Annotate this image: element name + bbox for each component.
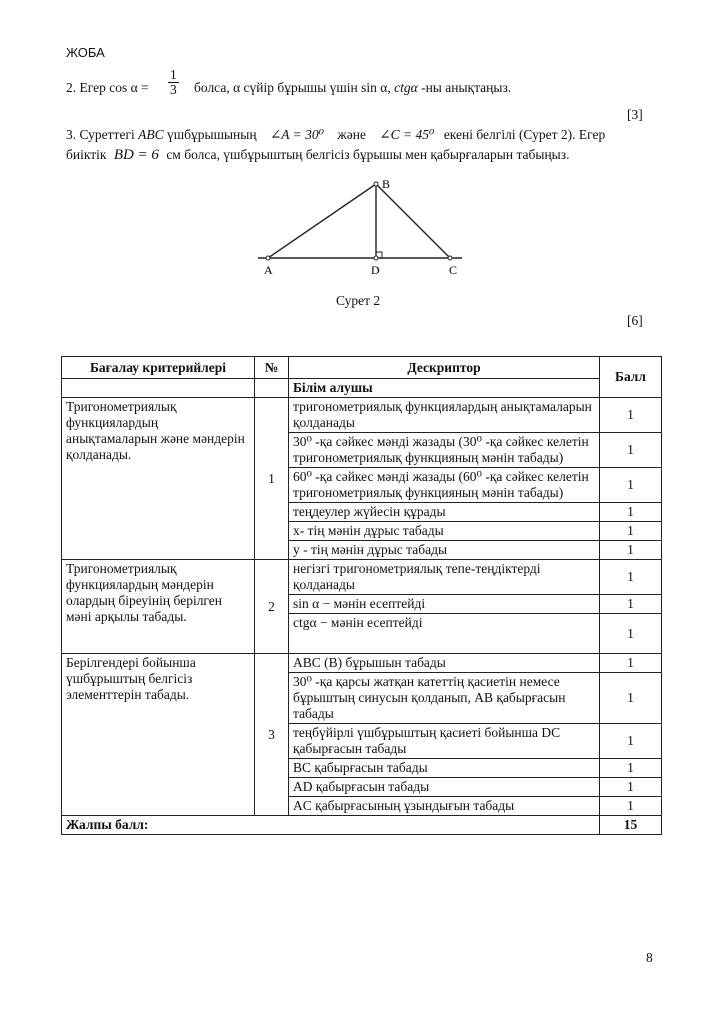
ctg-expression: ctgα <box>394 80 418 95</box>
descriptor-cell: AD қабырғасын табады <box>289 778 600 797</box>
subheader-empty <box>62 379 255 398</box>
total-row <box>62 816 662 835</box>
point-a <box>266 256 270 260</box>
fraction-one-third <box>168 68 179 97</box>
descriptor-cell: BC қабырғасын табады <box>289 759 600 778</box>
descriptor-cell: 30⁰ -қа сәйкес мәнді жазады (30⁰ -қа сәйкес келетін тригонометриялық функцияның мәнін табады) <box>289 433 600 468</box>
side-bc <box>376 184 450 258</box>
criteria-number-2: 2 <box>255 560 289 654</box>
criteria-number-3: 3 <box>255 654 289 816</box>
score-cell: 1 <box>600 560 662 595</box>
descriptor-cell: теңбүйірлі үшбұрыштың қасиеті бойынша DC қабырғасын табады <box>289 724 600 759</box>
problem-3-text: және <box>337 127 366 142</box>
table-row <box>62 654 662 673</box>
descriptor-cell: 60⁰ -қа сәйкес мәнді жазады (60⁰ -қа сәйкес келетін тригонометриялық функцияның мәнін табады) <box>289 468 600 503</box>
problem-3-line-2 <box>66 147 569 164</box>
fraction-denominator: 3 <box>170 82 177 97</box>
score-cell: 1 <box>600 503 662 522</box>
draft-label: ЖОБА <box>66 45 105 60</box>
side-ab <box>268 184 376 258</box>
table-row <box>62 560 662 595</box>
score-cell: 1 <box>600 541 662 560</box>
cos-expression: cos α = <box>109 80 149 95</box>
problem-2-text: болса, α сүйір бұрышы үшін <box>194 80 358 95</box>
problem-2-text-end: -ны анықтаңыз. <box>421 80 512 95</box>
header-score: Балл <box>600 357 662 398</box>
descriptor-cell: теңдеулер жүйесін құрады <box>289 503 600 522</box>
label-d: D <box>371 263 380 277</box>
header-criteria: Бағалау критерийлері <box>62 357 255 379</box>
triangle-figure <box>250 172 480 282</box>
score-cell: 1 <box>600 398 662 433</box>
angle-a-expression: ∠A = 30⁰ <box>269 127 325 142</box>
problem-3-line-1 <box>66 127 658 143</box>
subheader-learner: Білім алушы <box>289 379 600 398</box>
score-cell: 1 <box>600 724 662 759</box>
score-cell: 1 <box>600 433 662 468</box>
problem-3-text: см болса, үшбұрыштың белгісіз бұрышы мен қабырғаларын табыңыз. <box>166 147 570 162</box>
subheader-empty <box>255 379 289 398</box>
score-cell: 1 <box>600 522 662 541</box>
problem-3-points: [6] <box>627 313 643 328</box>
bd-expression: BD = 6 <box>113 147 159 163</box>
problem-3-text: биіктік <box>66 147 107 162</box>
descriptor-cell: x- тің мәнін дұрыс табады <box>289 522 600 541</box>
score-cell: 1 <box>600 759 662 778</box>
label-c: C <box>449 263 458 277</box>
problem-3-number: 3. <box>66 127 77 142</box>
descriptor-cell: sin α − мәнін есептейді <box>289 595 600 614</box>
criteria-1: Тригонометриялық функциялардың анықтамаларын және мәндерін қолданады. <box>62 398 255 560</box>
figure-caption: Сурет 2 <box>336 293 381 308</box>
fraction-numerator: 1 <box>170 67 177 82</box>
problem-2-prefix: Егер <box>79 80 106 95</box>
descriptor-cell: тригонометриялық функциялардың анықтамаларын қолданады <box>289 398 600 433</box>
score-cell: 1 <box>600 468 662 503</box>
total-label: Жалпы балл: <box>62 816 600 835</box>
header-number: № <box>255 357 289 379</box>
criteria-2: Тригонометриялық функциялардың мәндерін олардың біреуінің берілген мәні арқылы табады. <box>62 560 255 654</box>
label-b: B <box>382 177 391 191</box>
label-a: A <box>264 263 273 277</box>
problem-2-number: 2. <box>66 80 77 95</box>
descriptor-cell: 30⁰ -қа қарсы жатқан катеттің қасиетін немесе бұрыштың синусын қолданып, AB қабырғасын табады <box>289 673 600 724</box>
sin-expression: sin α, <box>361 80 391 95</box>
score-cell: 1 <box>600 673 662 724</box>
score-cell: 1 <box>600 778 662 797</box>
angle-c-expression: ∠C = 45⁰ <box>379 127 435 142</box>
problem-2 <box>66 66 666 106</box>
descriptor-cell: y - тің мәнін дұрыс табады <box>289 541 600 560</box>
total-value: 15 <box>600 816 662 835</box>
problem-3-text: екені белгілі (Сурет 2). Егер <box>443 127 606 142</box>
point-d <box>374 256 378 260</box>
problem-2-points: [3] <box>627 107 643 122</box>
descriptor-cell: AC қабырғасының ұзындығын табады <box>289 797 600 816</box>
problem-3-text: үшбұрышының <box>167 127 257 142</box>
page-number: 8 <box>646 950 653 965</box>
grading-table <box>61 356 662 835</box>
problem-3-text: Суреттегі <box>79 127 135 142</box>
criteria-number-1: 1 <box>255 398 289 560</box>
header-descriptor: Дескриптор <box>289 357 600 379</box>
point-b <box>374 182 378 186</box>
score-cell: 1 <box>600 614 662 654</box>
score-cell: 1 <box>600 654 662 673</box>
triangle-abc: ABC <box>138 127 164 142</box>
point-c <box>448 256 452 260</box>
descriptor-cell: ABC (B) бұрышын табады <box>289 654 600 673</box>
descriptor-cell: ctgα − мәнін есептейді <box>289 614 600 654</box>
table-row <box>62 398 662 433</box>
score-cell: 1 <box>600 595 662 614</box>
criteria-3: Берілгендері бойынша үшбұрыштың белгісіз элементтерін табады. <box>62 654 255 816</box>
score-cell: 1 <box>600 797 662 816</box>
descriptor-cell: негізгі тригонометриялық тепе-теңдіктерді қолданады <box>289 560 600 595</box>
